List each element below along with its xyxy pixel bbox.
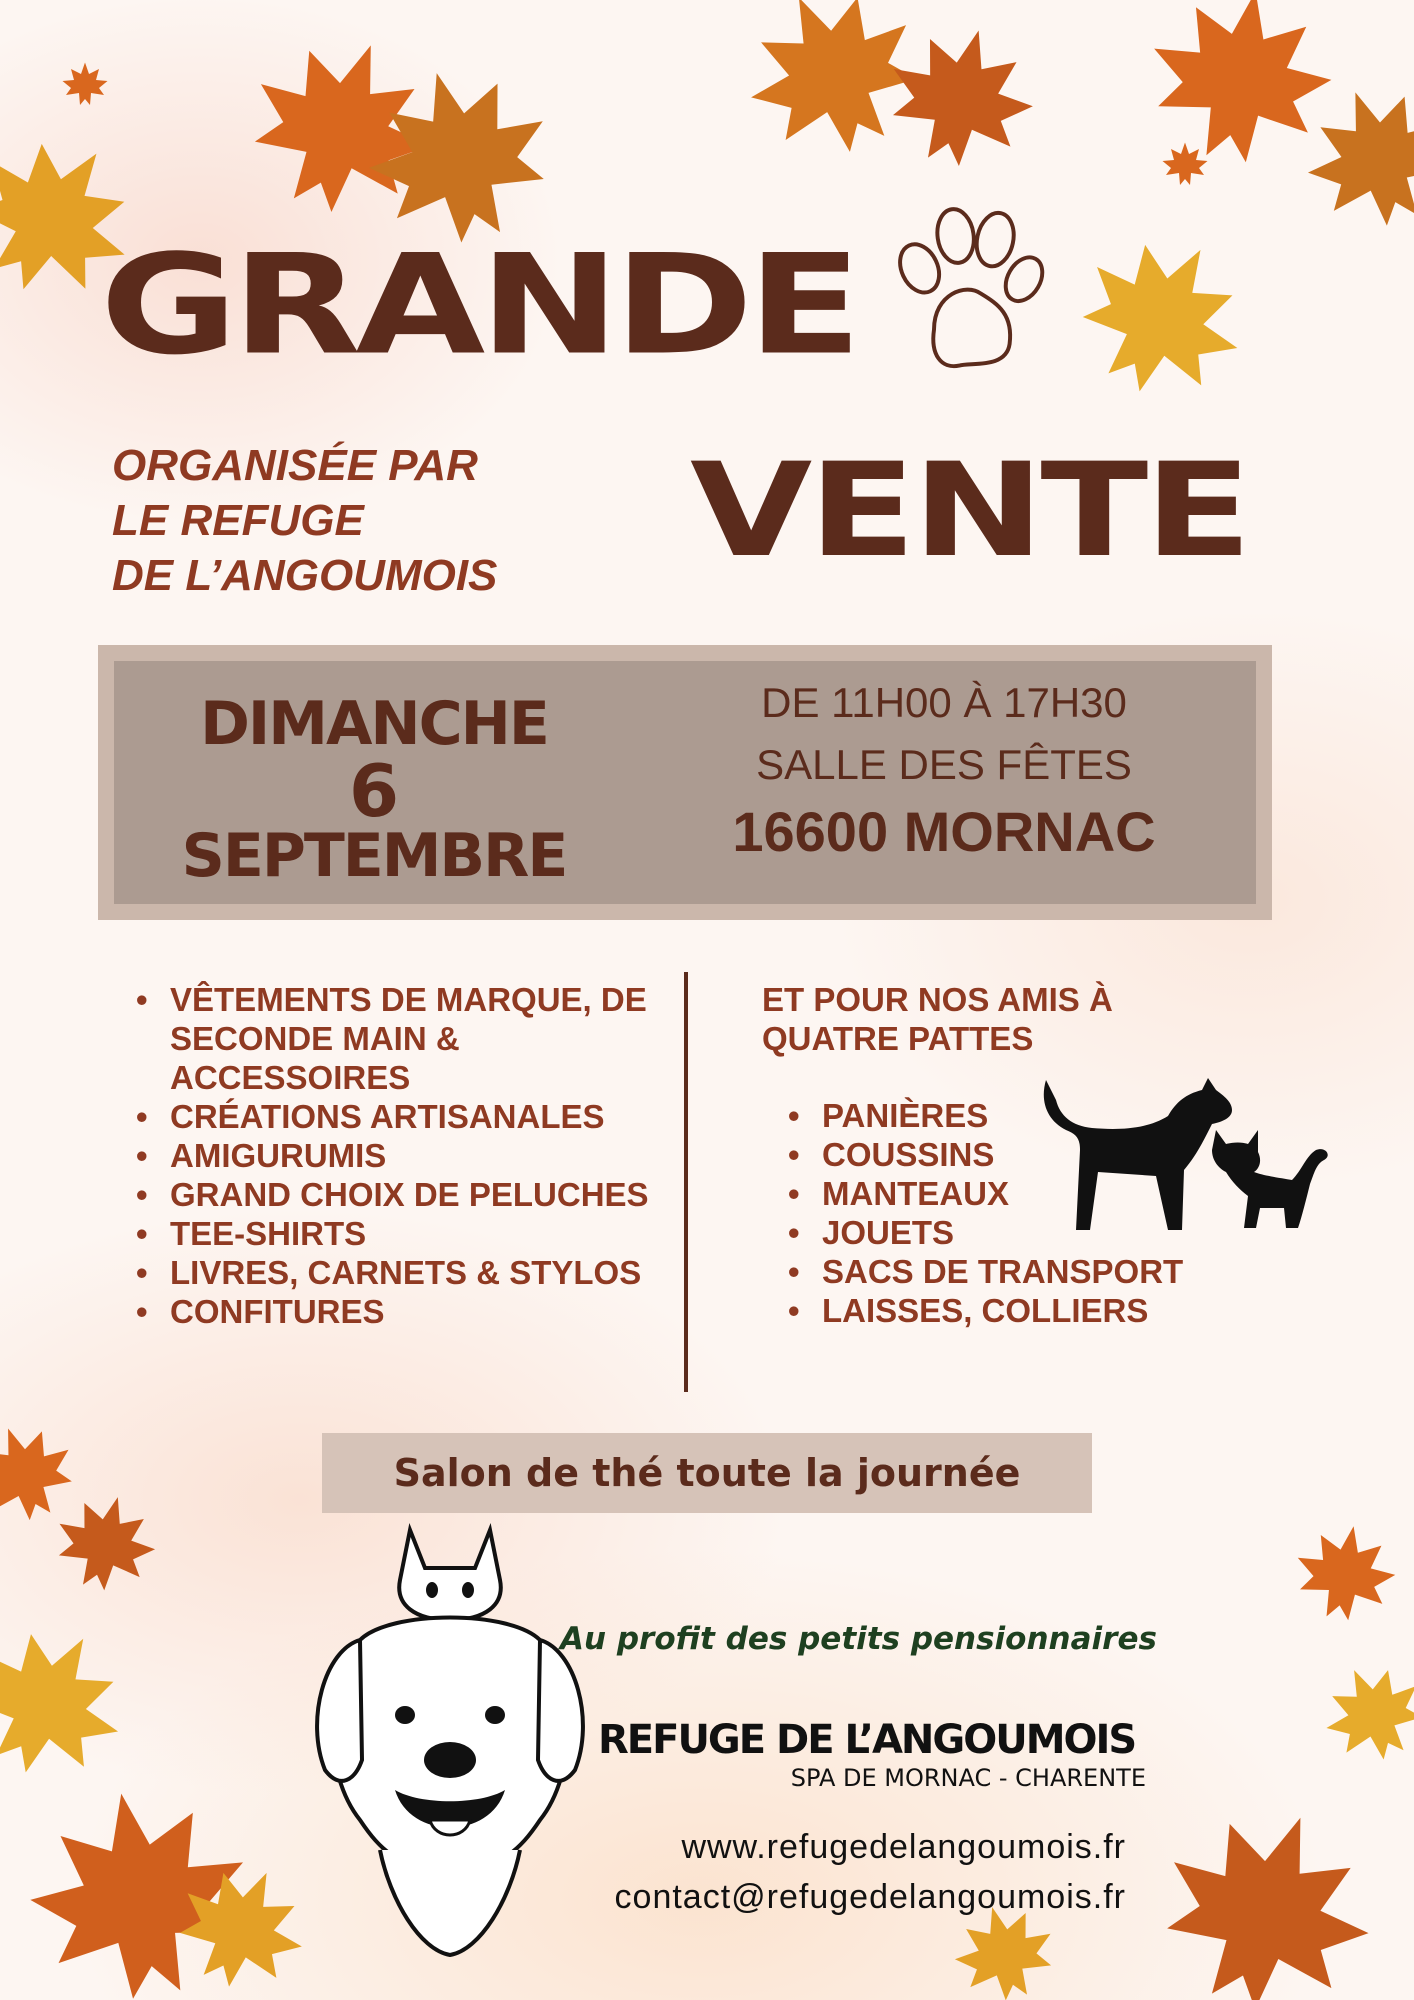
- list-item: • COUSSINS: [788, 1135, 1268, 1174]
- organiser-line: ORGANISÉE PAR: [112, 441, 478, 490]
- organization-subtitle: SPA DE MORNAC - CHARENTE: [790, 1764, 1146, 1792]
- list-item: • CRÉATIONS ARTISANALES: [136, 1097, 676, 1136]
- list-item: • GRAND CHOIX DE PELUCHES: [136, 1175, 676, 1214]
- maple-leaf-icon: [1160, 140, 1210, 190]
- event-day-number: 6: [348, 749, 400, 833]
- paw-print-icon: [880, 200, 1060, 380]
- event-town: 16600 MORNAC: [732, 800, 1156, 863]
- event-info-box: [98, 645, 1272, 920]
- salon-banner: Salon de thé toute la journée: [322, 1433, 1092, 1513]
- headline-vente: VENTE: [690, 435, 1249, 587]
- organiser-line: LE REFUGE: [112, 496, 364, 545]
- event-venue: SALLE DES FÊTES: [756, 741, 1132, 788]
- list-item: • JOUETS: [788, 1213, 1268, 1252]
- list-item: • CONFITURES: [136, 1292, 676, 1331]
- list-item: • LAISSES, COLLIERS: [788, 1291, 1268, 1330]
- event-month: SEPTEMBRE: [181, 821, 567, 891]
- organiser-text: [112, 438, 572, 603]
- organization-name: REFUGE DE L’ANGOUMOIS: [598, 1717, 1136, 1763]
- column-divider: [684, 972, 688, 1392]
- email-link[interactable]: contact@refugedelangoumois.fr: [614, 1878, 1126, 1916]
- list-item: • SACS DE TRANSPORT: [788, 1252, 1268, 1291]
- event-hours: DE 11H00 À 17H30: [761, 679, 1127, 726]
- dog-cat-silhouette-icon: [1036, 1060, 1336, 1240]
- list-item: • PANIÈRES: [788, 1096, 1268, 1135]
- list-item: • MANTEAUX: [788, 1174, 1268, 1213]
- maple-leaf-icon: [1037, 197, 1283, 443]
- maple-leaf-icon: [60, 60, 110, 110]
- list-item: • LIVRES, CARNETS & STYLOS: [136, 1253, 676, 1292]
- pets-section-title: ET POUR NOS AMIS À QUATRE PATTES: [762, 981, 1113, 1057]
- list-item: • AMIGURUMIS: [136, 1136, 676, 1175]
- list-item: • TEE-SHIRTS: [136, 1214, 676, 1253]
- maple-leaf-icon: [1118, 1768, 1413, 2000]
- organiser-line: DE L’ANGOUMOIS: [112, 551, 498, 600]
- website-link[interactable]: www.refugedelangoumois.fr: [681, 1828, 1126, 1866]
- event-day-name: DIMANCHE: [200, 689, 548, 759]
- maple-leaf-icon: [1302, 1642, 1414, 1788]
- headline-grande: GRANDE: [100, 224, 857, 386]
- beneficiary-text: Au profit des petits pensionnaires: [560, 1621, 1157, 1657]
- products-list: [136, 980, 676, 1331]
- list-item: • VÊTEMENTS DE MARQUE, DE SECONDE MAIN & ACCESSOIRES: [136, 980, 676, 1097]
- maple-leaf-icon: [1281, 1511, 1408, 1638]
- event-info-panel: [114, 661, 1256, 904]
